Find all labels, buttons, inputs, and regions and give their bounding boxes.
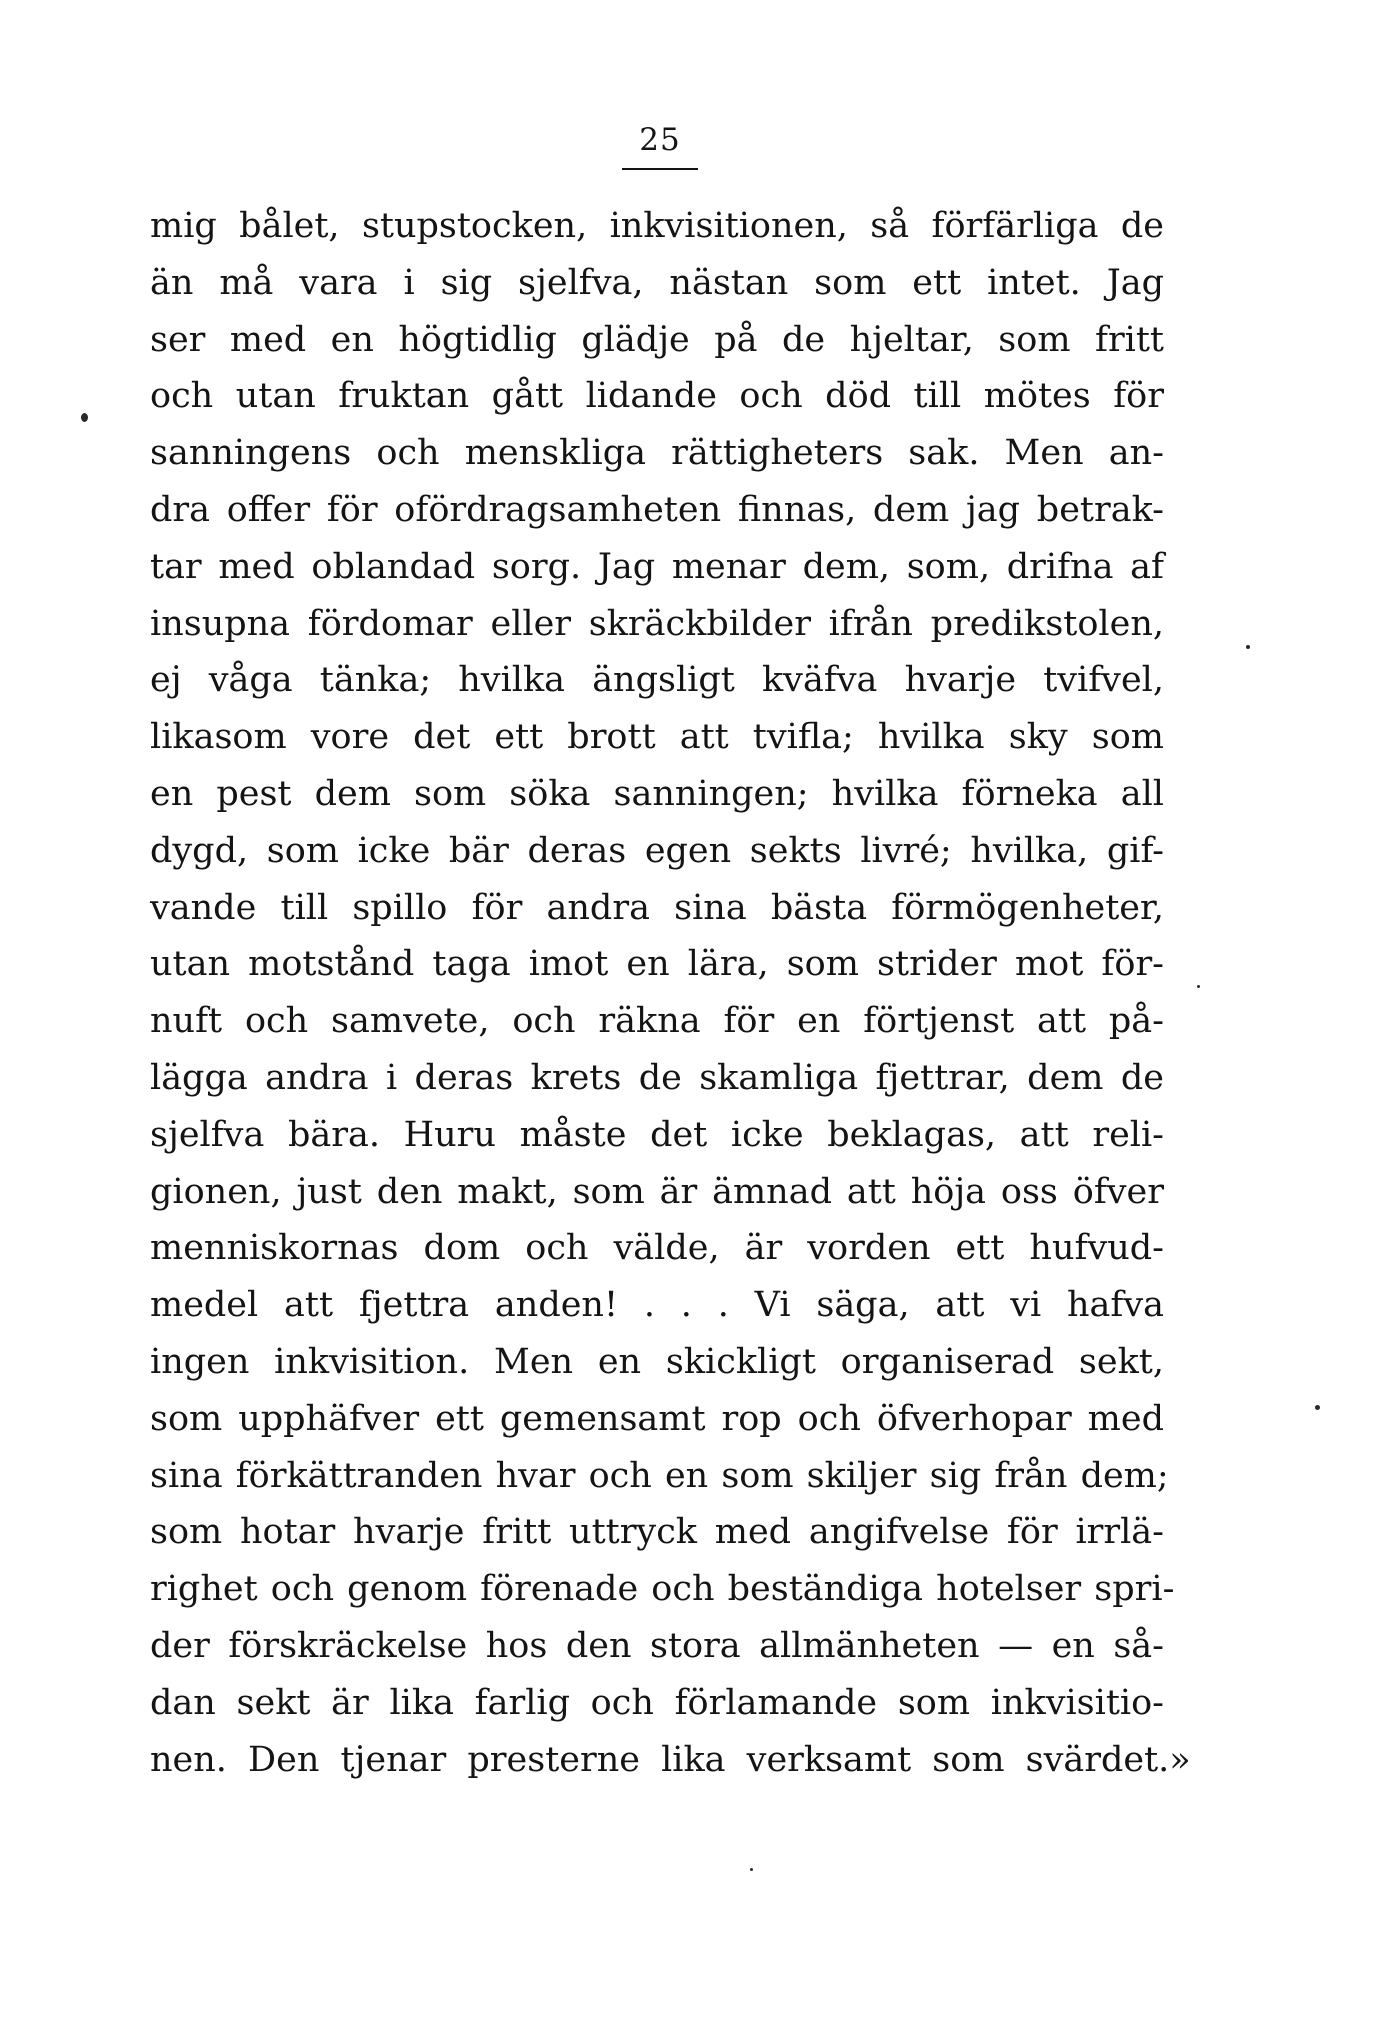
text-line: utan motstånd taga imot en lära, som strider mot för- (150, 944, 1164, 985)
ink-speck (81, 413, 88, 422)
text-line: som hotar hvarje fritt uttryck med angifvelse för irrlä- (150, 1512, 1164, 1553)
text-line: lägga andra i deras krets de skamliga fjettrar, dem de (150, 1057, 1164, 1098)
body-text (150, 198, 1191, 1788)
text-line: än må vara i sig sjelfva, nästan som ett intet. Jag (150, 262, 1164, 303)
text-line: sjelfva bära. Huru måste det icke beklagas, att reli- (150, 1114, 1164, 1155)
text-line: ej våga tänka; hvilka ängsligt kväfva hvarje tvifvel, (150, 660, 1164, 701)
text-line: mig bålet, stupstocken, inkvisitionen, så förfärliga de (150, 206, 1164, 246)
text-line: likasom vore det ett brott att tvifla; hvilka sky som (150, 717, 1164, 758)
text-line: ser med en högtidlig glädje på de hjeltar, som fritt (150, 319, 1164, 360)
text-line: vande till spillo för andra sina bästa förmögenheter, (150, 887, 1164, 928)
ink-speck (1315, 1405, 1320, 1410)
text-line: dan sekt är lika farlig och förlamande som inkvisitio- (150, 1682, 1164, 1723)
text-line: dra offer för ofördragsamheten finnas, dem jag betrak- (150, 489, 1164, 530)
ink-speck (1197, 985, 1200, 988)
ink-speck (1246, 645, 1250, 649)
text-line: ingen inkvisition. Men en skickligt organiserad sekt, (150, 1341, 1164, 1382)
text-line: nuft och samvete, och räkna för en förtjenst att på- (150, 1001, 1164, 1042)
text-line: och utan fruktan gått lidande och död till mötes för (150, 376, 1164, 417)
text-line: sina förkättranden hvar och en som skiljer sig från dem; (150, 1455, 1169, 1496)
text-line: dygd, som icke bär deras egen sekts livré; hvilka, gif- (150, 830, 1164, 871)
text-line: en pest dem som söka sanningen; hvilka förneka all (150, 773, 1164, 814)
page-number-rule (622, 168, 698, 170)
text-line: gionen, just den makt, som är ämnad att höja oss öfver (150, 1171, 1164, 1212)
ink-speck (750, 1868, 753, 1871)
text-line: tar med oblandad sorg. Jag menar dem, som, drifna af (150, 546, 1164, 587)
text-line: sanningens och menskliga rättigheters sak. Men an- (150, 433, 1164, 474)
text-line: righet och genom förenade och beständiga hotelser spri- (150, 1569, 1175, 1610)
page-number: 25 (639, 122, 681, 158)
text-line: som upphäfver ett gemensamt rop och öfverhopar med (150, 1398, 1164, 1439)
text-line: medel att fjettra anden! . . . Vi säga, att vi hafva (150, 1285, 1164, 1326)
text-line: insupna fördomar eller skräckbilder ifrån predikstolen, (150, 603, 1164, 644)
text-line: der förskräckelse hos den stora allmänheten — en så- (150, 1625, 1164, 1666)
text-line: nen. Den tjenar presterne lika verksamt som svärdet.» (150, 1739, 1191, 1780)
text-line: menniskornas dom och välde, är vorden ett hufvud- (150, 1228, 1164, 1269)
